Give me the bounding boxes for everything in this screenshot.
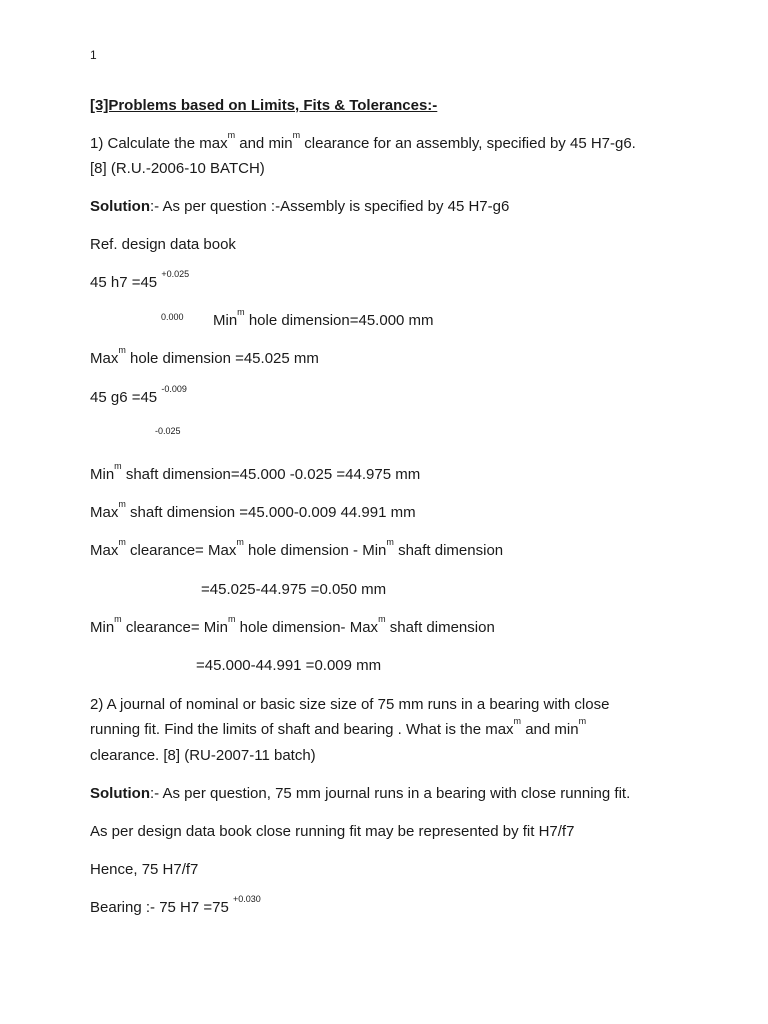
question-1-marks: [8] (R.U.-2006-10 BATCH) bbox=[90, 160, 265, 177]
max-hole-line: Max$^m$ hole dimension =45.025 mm bbox=[90, 345, 319, 367]
question-1: 1) Calculate the $\max^m$ and $\min^m$ clearance for an assembly, specified by 45 H7-g6. bbox=[90, 130, 636, 152]
min-clearance-line: Min$^m$ clearance= Min$^m$ hole dimension- Max$^m$ shaft dimension bbox=[90, 614, 495, 636]
g6-line: 45 g6 =45 $^{-0.009}$ bbox=[90, 384, 187, 406]
solution-1: Solution:- As per question :-Assembly is specified by 45 H7-g6 bbox=[90, 198, 510, 215]
max-clearance-line: Max$^m$ clearance= Max$^m$ hole dimension - Min$^m$ shaft dimension bbox=[90, 537, 504, 559]
reference-line: Ref. design data book bbox=[90, 236, 236, 253]
hence-line: Hence, 75 H7/f7 bbox=[90, 861, 199, 878]
page-number: 1 bbox=[90, 48, 97, 62]
solution-2: Solution:- As per question, 75 mm journal runs in a bearing with close running fit. bbox=[90, 785, 631, 802]
max-clearance-calc: =45.025-44.975 =0.050 mm bbox=[201, 581, 387, 598]
question-2-line-1: 2) A journal of nominal or basic size size of 75 mm runs in a bearing with close bbox=[90, 696, 610, 713]
min-shaft-line: Min$^m$ shaft dimension=45.000 -0.025 =44.975 mm bbox=[90, 461, 421, 483]
bearing-line: Bearing :- 75 H7 =75 $^{+0.030}$ bbox=[90, 894, 261, 916]
g6-lower-tolerance: -0.025 bbox=[155, 426, 181, 436]
h7-lower-tolerance: 0.000 bbox=[161, 312, 184, 322]
min-hole-line: Min$^m$ hole dimension=45.000 mm bbox=[213, 307, 434, 329]
question-2-line-2: running fit. Find the limits of shaft and bearing . What is the $\max^m$ and $\min^m$ bbox=[90, 716, 587, 738]
min-clearance-calc: =45.000-44.991 =0.009 mm bbox=[196, 657, 382, 674]
question-2-line-3: clearance. [8] (RU-2007-11 batch) bbox=[90, 747, 316, 764]
fit-representation-line: As per design data book close running fit may be represented by fit H7/f7 bbox=[90, 823, 575, 840]
h7-line: 45 h7 =45 $^{+0.025}$ bbox=[90, 269, 190, 291]
max-shaft-line: Max$^m$ shaft dimension =45.000-0.009 44.991 mm bbox=[90, 499, 416, 521]
section-heading: [3]Problems based on Limits, Fits & Tolerances:- bbox=[90, 97, 438, 114]
